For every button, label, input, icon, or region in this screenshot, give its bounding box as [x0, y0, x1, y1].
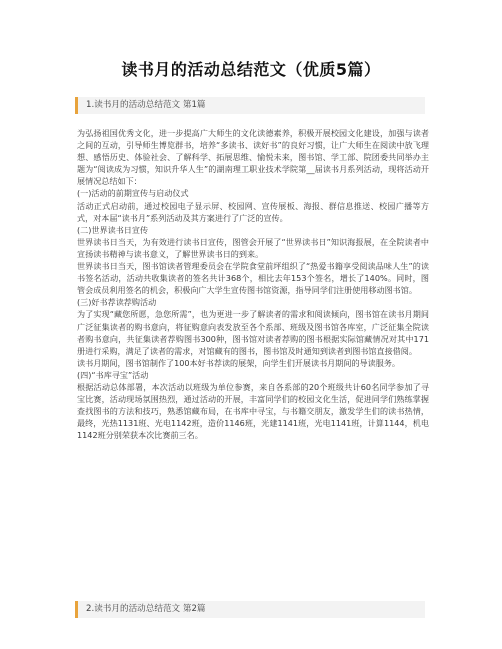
paragraph: (三)好书荐读荐购活动 — [77, 297, 157, 308]
paragraph: 为弘扬祖国优秀文化，进一步提高广大师生的文化读德素养，积极开展校园文化建设，加强与读者之间的互动，引导师生博览群书，培养“多读书、读好书”的良好习惯，让广大师生在阅读中放飞理想、感悟历史、体验社会、了解科学、拓展思维、愉悦未来，图书馆、学工部、院团委共同举办主题为“阅读成为习惯，知识升华人生”的湖南理工职业技术学院第__届读书月系列活动，现将活动开展情况总结如下： — [77, 128, 429, 187]
paragraph: 读书月期间，图书馆制作了100本好书荐读的展架，向学生们开展读书月期间的导读服务。 — [77, 357, 401, 368]
paragraph: 为了实现“藏您所愿，急您所需”，也为更进一步了解读者的需求和阅读倾向，图书馆在读书月期间广泛征集读者的购书意向，将征购意向表发放至各个系部、班级及图书馆各库室，广泛征集全院读者购书意向，共征集读者荐购图书300种，图书馆对读者荐购的图书根据实际馆藏情况对其中171册进行采购，满足了读者的需求，对馆藏有的图书，图书馆及时通知到读者到图书馆直接借阅。 — [77, 309, 429, 356]
paragraph: 活动正式启动前，通过校园电子显示屏、校园网、宣传展板、海报、群信息推送、校园广播等方式，对本届“读书月”系列活动及其方案进行了广泛的宣传。 — [77, 200, 429, 223]
document-body — [77, 127, 429, 441]
paragraph: 世界读书日当天，为有效进行读书日宣传，图管会开展了“世界读书日”知识海报展，在全院读者中宣扬读书精神与读书意义，了解世界读书日的到来。 — [77, 236, 429, 259]
section-header-1: 1.读书月的活动总结范文 第1篇 — [75, 97, 425, 114]
paragraph: (二)世界读书日宣传 — [77, 224, 149, 235]
document-title: 读书月的活动总结范文（优质5篇） — [121, 60, 381, 79]
section-header-2: 2.读书月的活动总结范文 第2篇 — [75, 601, 425, 618]
paragraph: (一)活动的前期宣传与启动仪式 — [77, 188, 189, 199]
paragraph: 根据活动总体部署，本次活动以班级为单位参赛，来自各系部的20个班级共计60名同学参加了寻宝比赛，活动现场氛围热烈，通过活动的开展，丰富同学们的校园文化生活，促进同学们熟练掌握查找图书的方法和技巧，熟悉馆藏布局，在书库中寻宝，与书籍交朋友，激发学生们的读书热情，最终，光热1131班、光电1142班，造价1146班，光建1141班，光电1141班，计算1144，机电1142班分别荣获本次比赛前三名。 — [77, 381, 429, 441]
paragraph: (四)“书库寻宝”活动 — [77, 369, 149, 380]
paragraph: 世界读书日当天，图书馆读者管理委员会在学院食堂前坪组织了“热爱书籍享受阅读品味人生”的读书签名活动，活动共收集读者的签名共计368个，相比去年153个签名，增长了140%。同时，图管会成员利用签名的机会，积极向广大学生宣传图书馆资源，指导同学们注册使用移动图书馆。 — [77, 261, 429, 296]
